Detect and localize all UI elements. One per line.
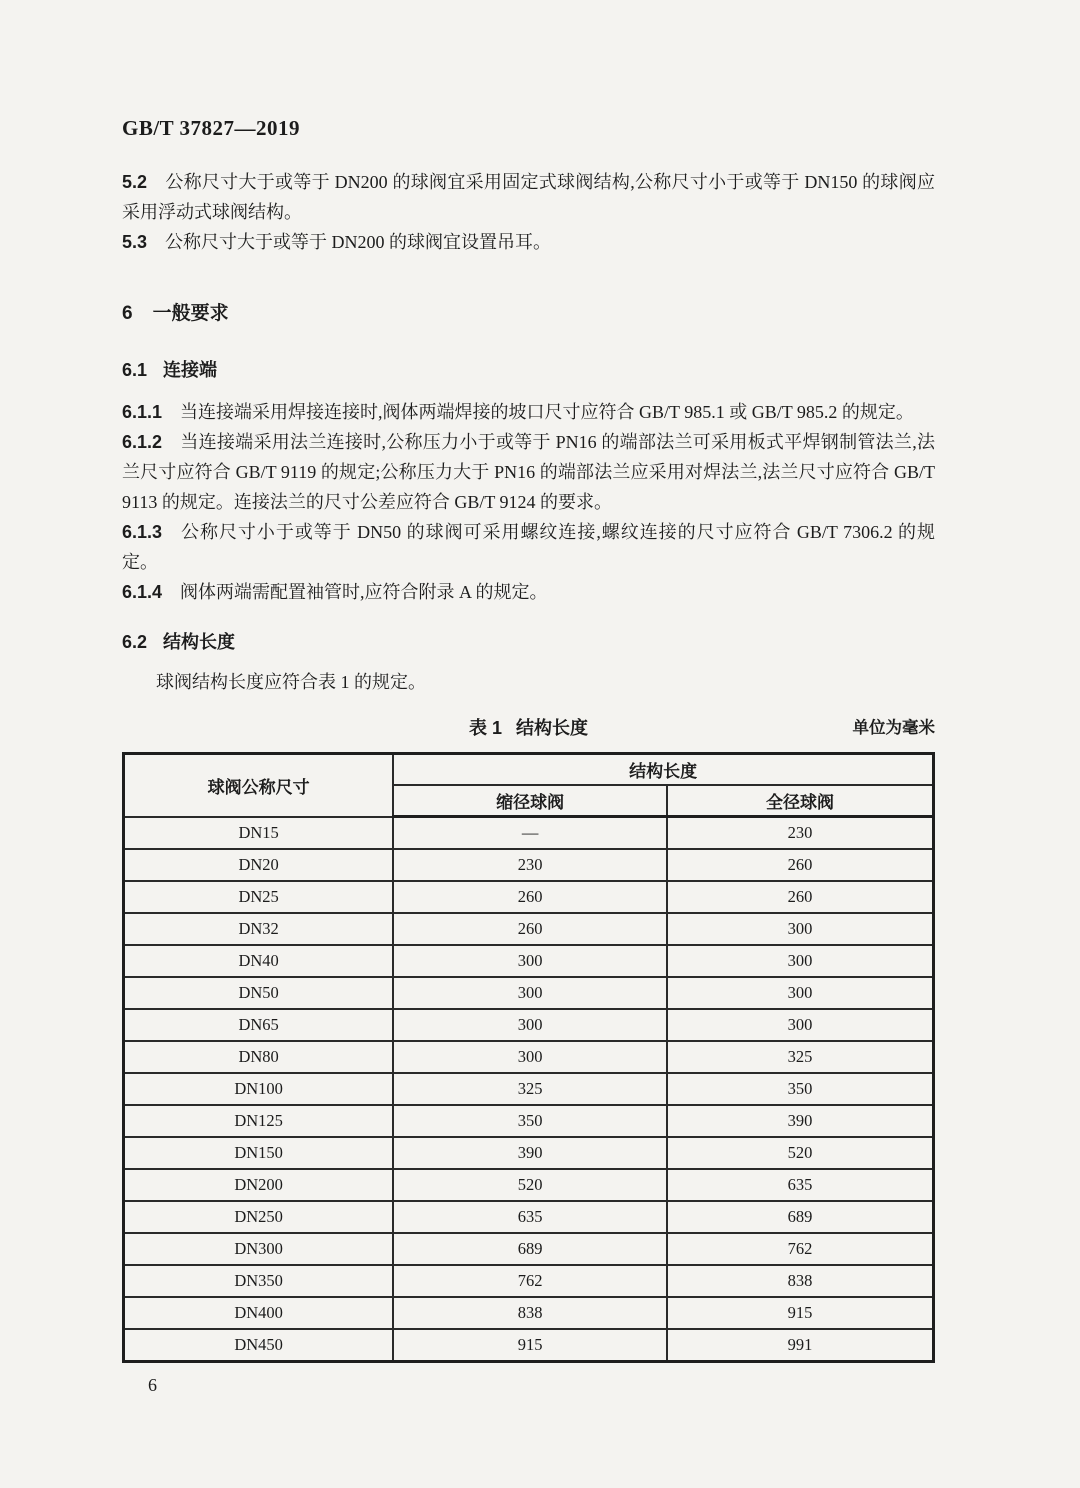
clause-number: 6.1.3: [122, 522, 163, 542]
cell-full: 300: [667, 977, 934, 1009]
clause-number: 6.1.2: [122, 432, 163, 452]
cell-reduced: 689: [393, 1233, 667, 1265]
cell-dn: DN40: [124, 945, 394, 977]
cell-reduced: 762: [393, 1265, 667, 1297]
cell-dn: DN250: [124, 1201, 394, 1233]
cell-reduced: 260: [393, 881, 667, 913]
clause-5-3: [122, 227, 935, 257]
table-row: [124, 817, 934, 850]
clause-number: 5.2: [122, 172, 148, 192]
section-title: 连接端: [163, 360, 218, 380]
cell-reduced: 300: [393, 1041, 667, 1073]
cell-dn: DN400: [124, 1297, 394, 1329]
section-6-2-heading: [122, 627, 935, 657]
header-group: 结构长度: [393, 754, 933, 786]
clause-number: 6.1.1: [122, 402, 163, 422]
table-intro-text: 球阀结构长度应符合表 1 的规定。: [156, 672, 426, 692]
section-number: 6.1: [122, 360, 148, 380]
cell-full: 635: [667, 1169, 934, 1201]
clause-text: 当连接端采用法兰连接时,公称压力小于或等于 PN16 的端部法兰可采用板式平焊钢制管法兰,法兰尺寸应符合 GB/T 9119 的规定;公称压力大于 PN16 的端部法兰应采用对焊法兰,法兰尺寸应符合 GB/T 9113 的规定。连接法兰的尺寸公差应符合 GB/T 9124 的要求。: [122, 432, 935, 512]
cell-reduced: 635: [393, 1201, 667, 1233]
table-row: [124, 849, 934, 881]
clause-6-1-3: [122, 517, 935, 577]
table-row: [124, 1169, 934, 1201]
table-row: [124, 1137, 934, 1169]
table-row: [124, 881, 934, 913]
cell-dn: DN15: [124, 817, 394, 850]
cell-full: 915: [667, 1297, 934, 1329]
table-caption-label: 表 1: [468, 718, 502, 738]
standard-code: GB/T 37827—2019: [122, 116, 301, 140]
cell-dn: DN450: [124, 1329, 394, 1362]
clause-6-1-1: [122, 397, 935, 427]
clause-text: 公称尺寸大于或等于 DN200 的球阀宜采用固定式球阀结构,公称尺寸小于或等于 DN150 的球阀应采用浮动式球阀结构。: [122, 172, 935, 222]
page-number: 6: [148, 1375, 157, 1395]
cell-reduced: 390: [393, 1137, 667, 1169]
header-full-bore: 全径球阀: [667, 785, 934, 817]
cell-reduced: 300: [393, 945, 667, 977]
table-row: [124, 1297, 934, 1329]
table-caption-title: 结构长度: [516, 718, 588, 738]
table-row: [124, 1009, 934, 1041]
header-dn: 球阀公称尺寸: [124, 754, 394, 817]
table-row: [124, 1265, 934, 1297]
cell-full: 991: [667, 1329, 934, 1362]
cell-dn: DN50: [124, 977, 394, 1009]
section-number: 6: [122, 303, 133, 324]
cell-reduced: —: [393, 817, 667, 850]
cell-full: 689: [667, 1201, 934, 1233]
cell-dn: DN20: [124, 849, 394, 881]
table-row: [124, 1073, 934, 1105]
cell-full: 762: [667, 1233, 934, 1265]
table-unit-note: 单位为毫米: [852, 719, 935, 737]
cell-dn: DN100: [124, 1073, 394, 1105]
cell-dn: DN125: [124, 1105, 394, 1137]
table-row: [124, 1105, 934, 1137]
clause-5-2: [122, 167, 935, 227]
cell-dn: DN300: [124, 1233, 394, 1265]
section-number: 6.2: [122, 632, 148, 652]
header-reduced-bore: 缩径球阀: [393, 785, 667, 817]
table-header-row: [124, 754, 934, 786]
cell-full: 300: [667, 945, 934, 977]
clause-6-1-2: [122, 427, 935, 517]
cell-dn: DN80: [124, 1041, 394, 1073]
clause-number: 5.3: [122, 232, 148, 252]
cell-full: 260: [667, 881, 934, 913]
cell-full: 300: [667, 1009, 934, 1041]
clause-text: 阀体两端需配置袖管时,应符合附录 A 的规定。: [180, 582, 548, 602]
cell-full: 325: [667, 1041, 934, 1073]
cell-reduced: 230: [393, 849, 667, 881]
table-row: [124, 945, 934, 977]
table-caption: [469, 718, 588, 738]
clause-text: 当连接端采用焊接连接时,阀体两端焊接的坡口尺寸应符合 GB/T 985.1 或 GB/T 985.2 的规定。: [180, 402, 914, 422]
structure-length-table: [122, 752, 935, 1363]
cell-dn: DN32: [124, 913, 394, 945]
cell-reduced: 915: [393, 1329, 667, 1362]
clause-6-1-4: [122, 577, 935, 607]
section-6-heading: [122, 299, 935, 329]
table-caption-row: [122, 713, 935, 743]
cell-full: 520: [667, 1137, 934, 1169]
section-title: 一般要求: [152, 303, 229, 324]
section-6-1-heading: [122, 355, 935, 385]
table-row: [124, 1201, 934, 1233]
clause-number: 6.1.4: [122, 582, 163, 602]
cell-dn: DN150: [124, 1137, 394, 1169]
cell-reduced: 520: [393, 1169, 667, 1201]
section-title: 结构长度: [163, 632, 236, 652]
cell-dn: DN350: [124, 1265, 394, 1297]
cell-reduced: 838: [393, 1297, 667, 1329]
cell-full: 230: [667, 817, 934, 850]
cell-full: 390: [667, 1105, 934, 1137]
cell-full: 260: [667, 849, 934, 881]
clause-text: 公称尺寸小于或等于 DN50 的球阀可采用螺纹连接,螺纹连接的尺寸应符合 GB/T 7306.2 的规定。: [122, 522, 935, 572]
clause-text: 公称尺寸大于或等于 DN200 的球阀宜设置吊耳。: [165, 232, 552, 252]
cell-dn: DN200: [124, 1169, 394, 1201]
cell-reduced: 300: [393, 977, 667, 1009]
cell-dn: DN25: [124, 881, 394, 913]
cell-reduced: 300: [393, 1009, 667, 1041]
cell-dn: DN65: [124, 1009, 394, 1041]
cell-reduced: 260: [393, 913, 667, 945]
table-row: [124, 1041, 934, 1073]
cell-full: 300: [667, 913, 934, 945]
cell-reduced: 350: [393, 1105, 667, 1137]
table-row: [124, 1233, 934, 1265]
table-row: [124, 1329, 934, 1362]
cell-reduced: 325: [393, 1073, 667, 1105]
cell-full: 350: [667, 1073, 934, 1105]
table-row: [124, 913, 934, 945]
cell-full: 838: [667, 1265, 934, 1297]
table-row: [124, 977, 934, 1009]
